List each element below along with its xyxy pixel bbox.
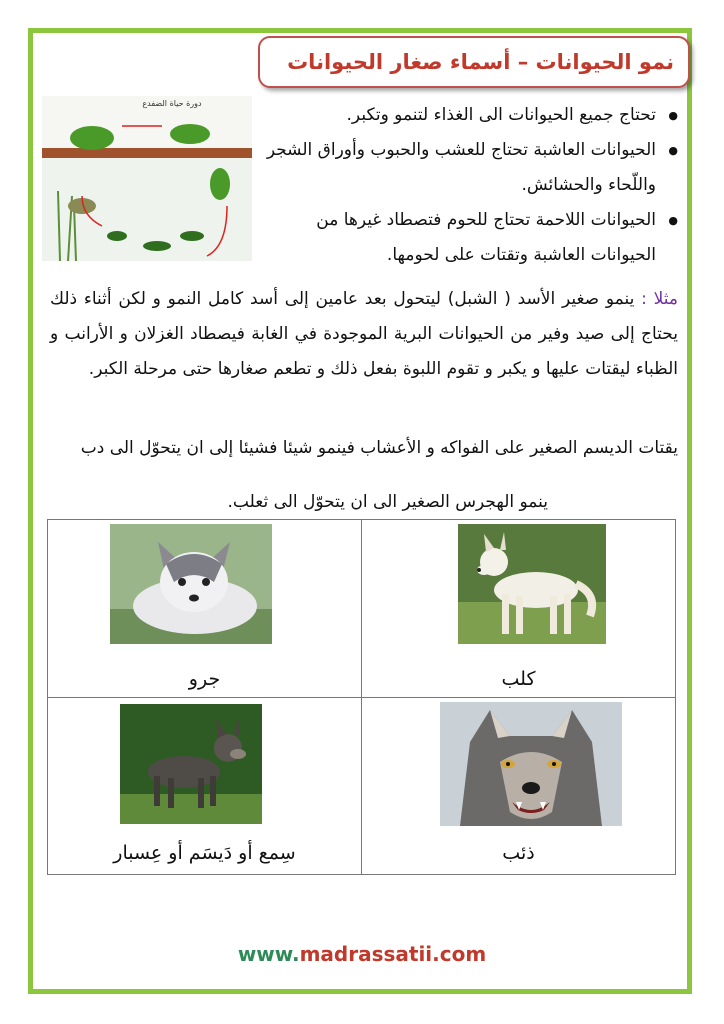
caption-puppy: جرو [188,668,221,690]
animals-table [47,519,676,875]
caption-dog: كلب [501,668,536,690]
bullet-item: ● تحتاج جميع الحيوانات الى الغذاء لتنمو وتكبر. [258,98,678,133]
title-box [258,36,690,88]
page-title: نمو الحيوانات – أسماء صغار الحيوانات [287,50,674,74]
diagram-title: دورة حياة الضفدع [142,99,202,108]
wolf-cub-image [120,704,262,824]
caption-wolf-cub: سِمع أو دَيسَم أو عِسبار [113,841,296,864]
white-dog-image [458,524,606,644]
bear-paragraph: يقتات الديسم الصغير على الفواكه و الأعشاب فينمو شيئا فشيئا إلى ان يتحوّل الى دب [80,438,678,458]
bullet-item: ● الحيوانات العاشبة تحتاج للعشب والحبوب وأوراق الشجر واللّحاء والحشائش. [258,133,678,203]
table-cell [362,520,676,698]
frog-life-cycle-diagram [42,96,252,261]
bullet-list [258,98,678,273]
snarling-wolf-image [440,702,622,826]
table-cell [48,697,362,875]
table-cell [48,520,362,698]
footer-website[interactable] [0,942,724,966]
example-paragraph [50,282,678,387]
fox-paragraph: ينمو الهجرس الصغير الى ان يتحوّل الى ثعلب. [227,492,548,512]
footer-domain: madrassatii.com [299,942,487,966]
bullet-item: ● الحيوانات اللاحمة تحتاج للحوم فتصطاد غيرها من الحيوانات العاشبة وتقتات على لحومها. [258,203,678,273]
caption-wolf: ذئب [502,841,535,864]
example-text: ينمو صغير الأسد ( الشبل) ليتحول بعد عامين إلى أسد كامل النمو و لكن أثناء ذلك يحتاج إلى صيد وفير من الحيوانات البرية الموجودة في الغابة فيصطاد الغزلان و الأرانب و الظباء ليقتات عليها و يكبر و تقوم اللبوة بفعل ذلك و تطعم صغارها حتى مرحلة الكبر. [50,289,678,379]
footer-www: www. [237,942,300,966]
husky-puppy-image [110,524,272,644]
table-cell [362,697,676,875]
example-label: مثلا : [641,289,678,309]
